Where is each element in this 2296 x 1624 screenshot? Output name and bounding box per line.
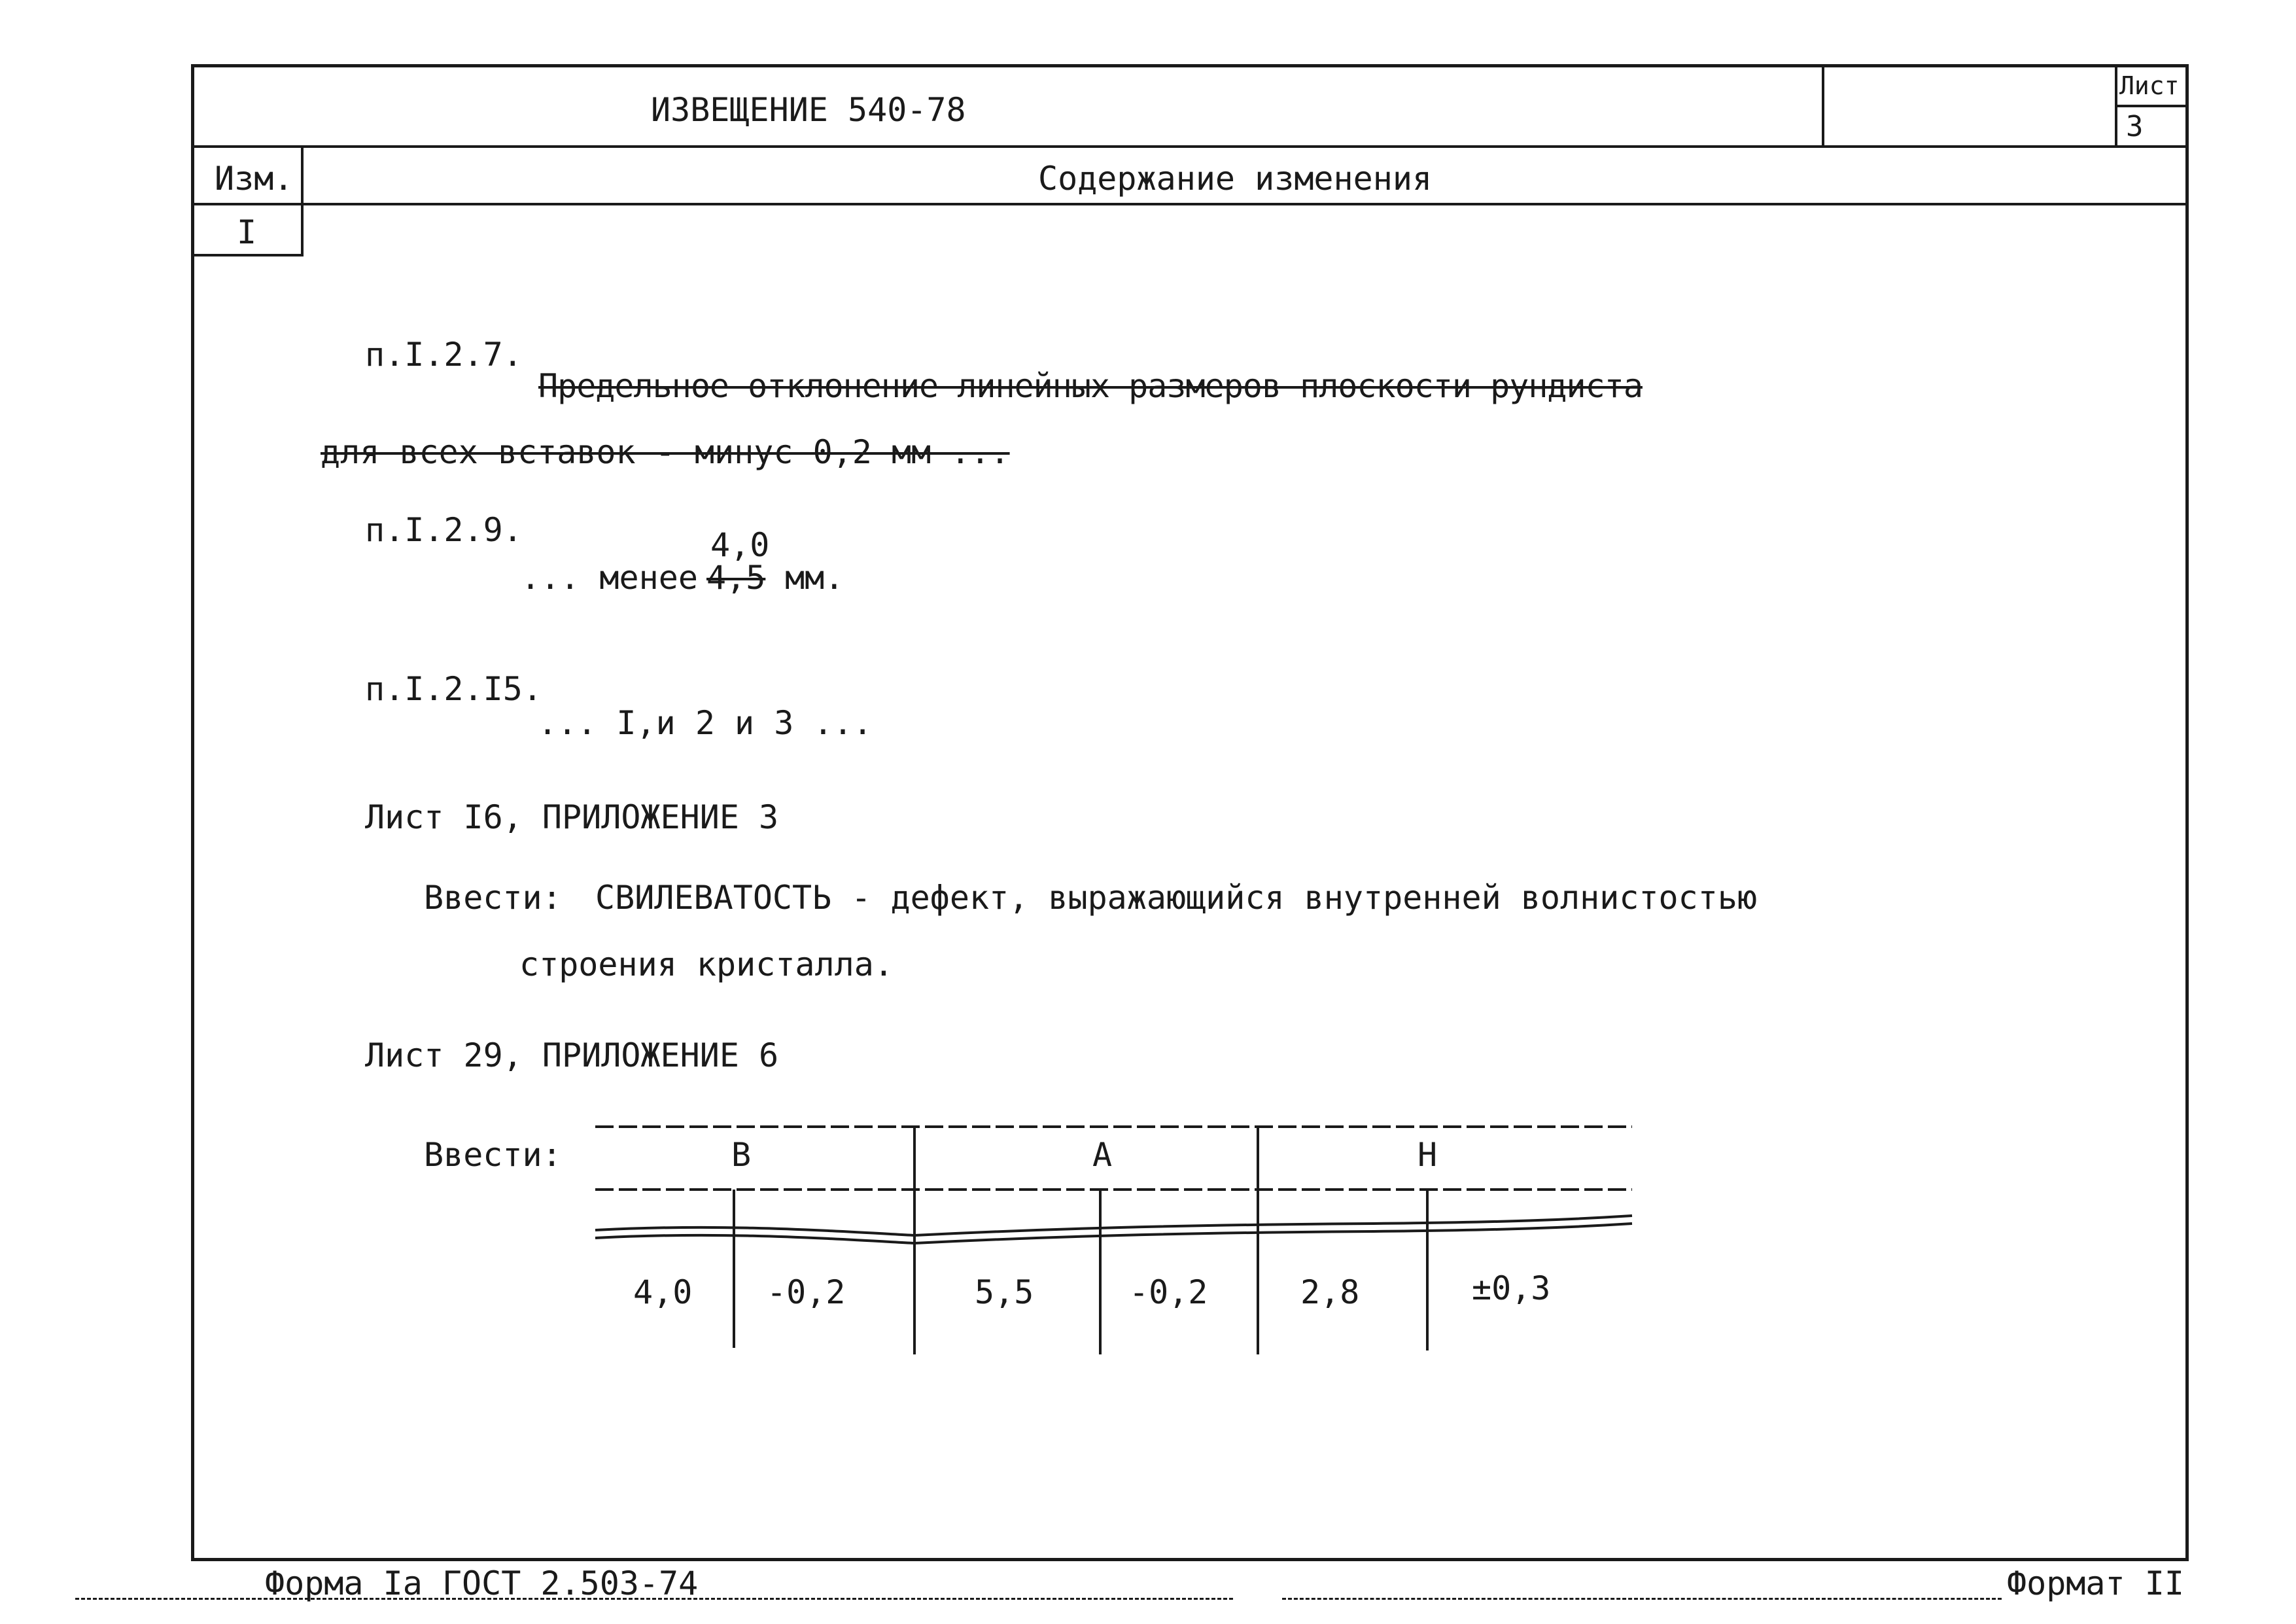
sheet-16-intro: Ввести: [424,879,562,917]
item-1-2-9-label: п.I.2.9. [365,511,523,549]
format-reference: Формат II [2007,1564,2184,1602]
change-col-label: Изм. [215,160,294,198]
sheet-29-intro: Ввести: [424,1136,562,1174]
item-1-2-9-old-value: 4,5 [706,559,766,597]
sheet-number: 3 [2126,110,2144,143]
table-header-a: А [1092,1136,1113,1174]
item-1-2-9-new-value: 4,0 [710,526,770,564]
change-number: I [237,213,257,251]
item-1-2-9-unit: мм. [785,559,844,597]
table-cell: 4,0 [633,1273,693,1311]
table-cell: 2,8 [1300,1273,1360,1311]
item-1-2-15-label: п.I.2.I5. [365,670,542,708]
table-cell: ±0,3 [1472,1269,1551,1307]
content-heading: Содержание изменения [1038,160,1433,198]
item-1-2-9-text: ... менее [521,559,698,597]
sheet-16-definition-line-2: строения кристалла. [519,945,894,983]
table-header-v: В [731,1136,752,1174]
footer-rule [1282,1598,2002,1600]
item-1-2-7-struck-line-2: для всех вставок - минус 0,2 мм ... [321,433,1010,471]
item-1-2-7-struck-line-1: Предельное отклонение линейных размеров плоскости рундиста [538,367,1643,405]
table-cell: 5,5 [975,1273,1034,1311]
form-reference: Форма Iа ГОСТ 2.503-74 [265,1564,699,1602]
table-cell: -0,2 [1129,1273,1208,1311]
sheet-29-heading: Лист 29, ПРИЛОЖЕНИЕ 6 [365,1036,779,1074]
item-1-2-7-label: п.I.2.7. [365,336,523,374]
sheet-label: Лист [2119,71,2180,100]
notice-title: ИЗВЕЩЕНИЕ 540-78 [651,91,966,129]
item-1-2-15-text: ... I,и 2 и 3 ... [538,704,873,742]
table-cell: -0,2 [767,1273,846,1311]
sheet-16-definition-line-1: СВИЛЕВАТОСТЬ - дефект, выражающийся внутренней волнистостью [595,879,1758,917]
table-header-n: Н [1418,1136,1438,1174]
sheet-16-heading: Лист I6, ПРИЛОЖЕНИЕ 3 [365,798,779,836]
